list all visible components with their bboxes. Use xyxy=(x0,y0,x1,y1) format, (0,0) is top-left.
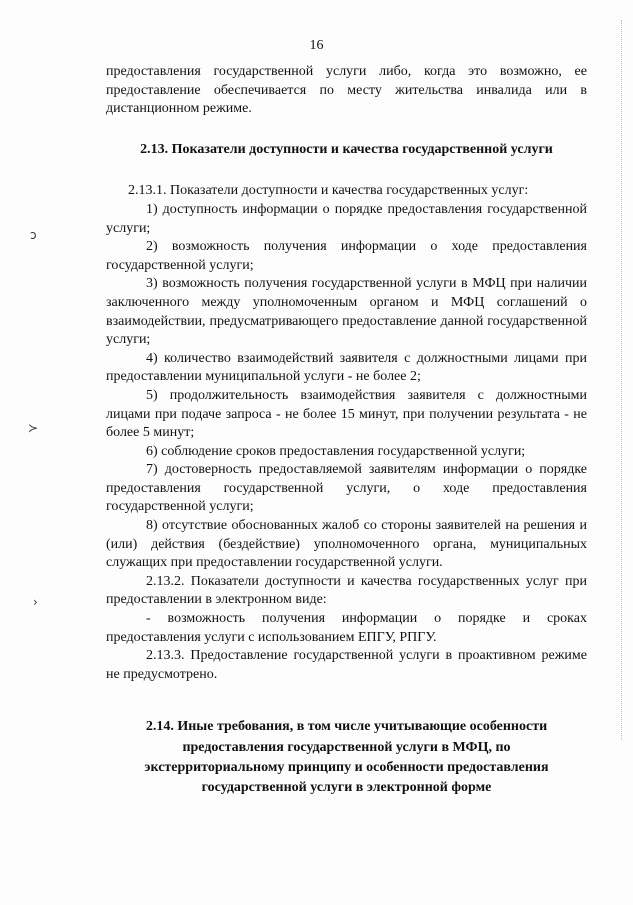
list-item: 4) количество взаимодействий заявителя с должностными лицами при предоставлении муниципальной услуги - не более 2; xyxy=(106,350,587,385)
section-heading-2-14 xyxy=(106,717,587,798)
heading-line: предоставления государственной услуги в МФЦ, по xyxy=(182,739,511,755)
list-item: 5) продолжительность взаимодействия заявителя с должностными лицами при подаче запроса - не более 15 минут, при получении результата - не более 5 минут; xyxy=(106,387,587,441)
paragraph-2-13-2: 2.13.2. Показатели доступности и качества государственных услуг при предоставлении в электронном виде: xyxy=(106,573,587,608)
heading-line: 2.14. Иные требования, в том числе учитывающие особенности xyxy=(145,719,548,735)
list-item: 8) отсутствие обоснованных жалоб со стороны заявителей на решения и (или) действия (бездействие) уполномоченного органа, муниципальных служащих при предоставлении государственной услуги. xyxy=(106,518,587,571)
paragraph-2-13-3: 2.13.3. Предоставление государственной услуги в проактивном режиме не предусмотрено. xyxy=(106,648,587,682)
list-item: 6) соблюдение сроков предоставления государственной услуги; xyxy=(146,443,526,459)
paragraph-2-13-2-item: - возможность получения информации о порядке и сроках предоставления услуги с использованием ЕПГУ, РПГУ. xyxy=(106,611,587,645)
scan-mark: ↄ xyxy=(30,228,37,242)
list-item: 1) доступность информации о порядке предоставления государственной услуги; xyxy=(106,201,587,236)
section-heading-2-13: 2.13. Показатели доступности и качества государственной услуги xyxy=(140,141,553,157)
heading-line: государственной услуги в электронной форме xyxy=(201,780,492,796)
page-number: 16 xyxy=(309,38,324,53)
heading-line: экстерриториальному принципу и особенности предоставления xyxy=(144,759,549,775)
list-item: 7) достоверность предоставляемой заявителям информации о порядке предоставления государственной услуги, о ходе предоставления государственной услуги; xyxy=(106,462,587,515)
paragraph-2-13-1: 2.13.1. Показатели доступности и качества государственных услуг: xyxy=(128,183,529,199)
list-item: 3) возможность получения государственной услуги в МФЦ при наличии заключенного между уполномоченным органом и МФЦ соглашений о взаимодействии, предусматривающего предоставление данной государственной услуги; xyxy=(106,276,587,348)
scan-edge-line xyxy=(621,20,623,740)
list-item: 2) возможность получения информации о ходе предоставления государственной услуги; xyxy=(106,239,587,273)
scan-mark: ≻ xyxy=(28,421,39,435)
intro-paragraph: предоставления государственной услуги либо, когда это возможно, ее предоставление обеспечивается по месту жительства инвалида или в дистанционном режиме. xyxy=(106,64,587,117)
document-body xyxy=(106,63,587,798)
scan-mark: › xyxy=(33,595,38,609)
